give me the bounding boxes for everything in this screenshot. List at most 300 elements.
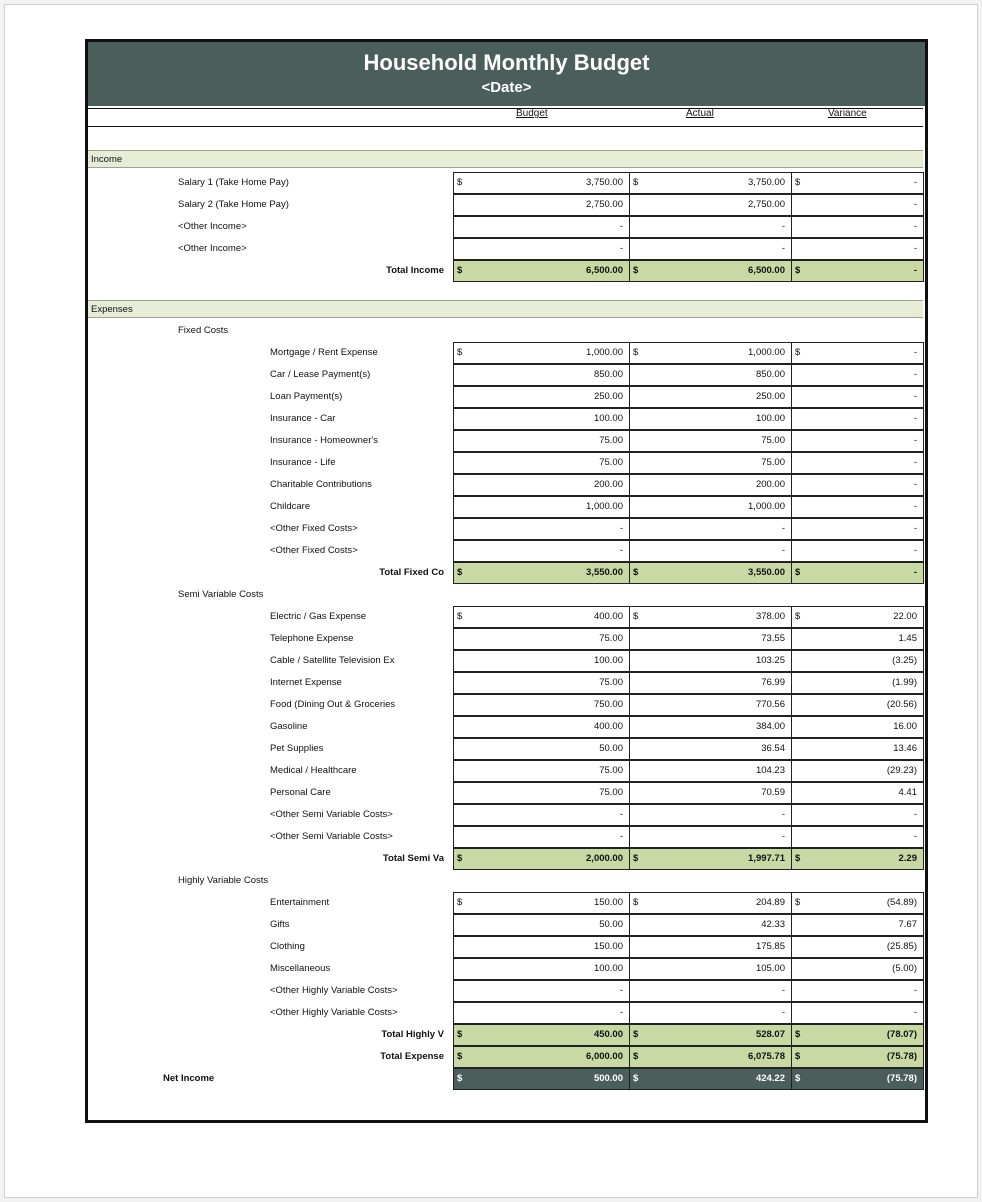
cell-variance xyxy=(791,892,924,914)
value-actual: 3,750.00 xyxy=(748,177,785,188)
sheet-date: <Date> xyxy=(481,79,532,96)
section-income: Income xyxy=(88,150,923,168)
cell-budget xyxy=(453,540,630,562)
cell-variance xyxy=(791,1046,924,1068)
row-label: Clothing xyxy=(270,941,305,952)
row-label: Electric / Gas Expense xyxy=(270,611,367,622)
value-variance: 7.67 xyxy=(898,919,917,930)
cell-budget xyxy=(453,216,630,238)
value-variance: - xyxy=(913,199,917,210)
row-label: <Other Income> xyxy=(178,243,247,254)
value-budget: 50.00 xyxy=(599,743,623,754)
cell-variance xyxy=(791,826,924,848)
value-actual: 42.33 xyxy=(761,919,785,930)
cell-budget xyxy=(453,980,630,1002)
page-frame xyxy=(4,4,978,1198)
value-variance: (25.85) xyxy=(886,941,917,952)
value-actual: 36.54 xyxy=(761,743,785,754)
currency-symbol: $ xyxy=(633,897,639,908)
cell-budget xyxy=(453,628,630,650)
cell-variance xyxy=(791,386,924,408)
cell-actual xyxy=(629,194,792,216)
value-variance: (3.25) xyxy=(892,655,917,666)
value-budget: 1,000.00 xyxy=(586,347,623,358)
cell-variance xyxy=(791,628,924,650)
value-actual: 1,997.71 xyxy=(748,853,785,864)
currency-symbol: $ xyxy=(633,567,639,578)
value-budget: 6,500.00 xyxy=(586,265,623,276)
row-label: Salary 1 (Take Home Pay) xyxy=(178,177,289,188)
currency-symbol: $ xyxy=(633,853,639,864)
cell-budget xyxy=(453,672,630,694)
cell-budget xyxy=(453,892,630,914)
value-budget: 75.00 xyxy=(599,765,623,776)
value-actual: 850.00 xyxy=(755,369,785,380)
value-actual: - xyxy=(781,221,785,232)
value-actual: - xyxy=(781,1007,785,1018)
value-budget: 2,750.00 xyxy=(586,199,623,210)
cell-actual xyxy=(629,540,792,562)
cell-variance xyxy=(791,650,924,672)
cell-budget xyxy=(453,694,630,716)
cell-variance xyxy=(791,172,924,194)
cell-budget xyxy=(453,194,630,216)
value-variance: - xyxy=(913,265,917,276)
value-variance: - xyxy=(913,369,917,380)
row-label: Food (Dining Out & Groceries xyxy=(270,699,396,710)
cell-budget xyxy=(453,826,630,848)
row-label: Insurance - Life xyxy=(270,457,336,468)
cell-actual xyxy=(629,826,792,848)
cell-variance xyxy=(791,216,924,238)
cell-budget xyxy=(453,260,630,282)
cell-actual xyxy=(629,452,792,474)
cell-actual xyxy=(629,430,792,452)
currency-symbol: $ xyxy=(457,611,463,622)
row-label: Internet Expense xyxy=(270,677,342,688)
cell-budget xyxy=(453,496,630,518)
value-budget: 3,550.00 xyxy=(586,567,623,578)
value-actual: 75.00 xyxy=(761,457,785,468)
cell-budget xyxy=(453,474,630,496)
row-label: Entertainment xyxy=(270,897,330,908)
total-highly-row-label: Total Highly V xyxy=(381,1029,444,1040)
value-budget: 75.00 xyxy=(599,677,623,688)
value-variance: 1.45 xyxy=(898,633,917,644)
row-label: Gasoline xyxy=(270,721,308,732)
value-variance: - xyxy=(913,413,917,424)
row-label: <Other Semi Variable Costs> xyxy=(270,809,393,820)
value-variance: (78.07) xyxy=(886,1029,917,1040)
cell-budget xyxy=(453,738,630,760)
value-budget: - xyxy=(619,243,623,254)
cell-actual xyxy=(629,716,792,738)
row-label: <Other Income> xyxy=(178,221,247,232)
cell-variance xyxy=(791,540,924,562)
row-label: Cable / Satellite Television Ex xyxy=(270,655,395,666)
value-budget: - xyxy=(619,221,623,232)
value-budget: 6,000.00 xyxy=(586,1051,623,1062)
currency-symbol: $ xyxy=(633,611,639,622)
cell-variance xyxy=(791,848,924,870)
value-actual: 6,075.78 xyxy=(748,1051,785,1062)
value-actual: 104.23 xyxy=(755,765,785,776)
currency-symbol: $ xyxy=(633,1051,639,1062)
value-actual: 204.89 xyxy=(755,897,785,908)
cell-actual xyxy=(629,848,792,870)
value-variance: - xyxy=(913,985,917,996)
value-variance: (29.23) xyxy=(886,765,917,776)
value-actual: 73.55 xyxy=(761,633,785,644)
cell-variance xyxy=(791,1002,924,1024)
value-variance: - xyxy=(913,479,917,490)
cell-budget xyxy=(453,342,630,364)
value-budget: 75.00 xyxy=(599,633,623,644)
row-label: Car / Lease Payment(s) xyxy=(270,369,371,380)
cell-actual xyxy=(629,936,792,958)
row-label: Miscellaneous xyxy=(270,963,331,974)
value-variance: 16.00 xyxy=(893,721,917,732)
value-variance: - xyxy=(913,1007,917,1018)
value-budget: 2,000.00 xyxy=(586,853,623,864)
cell-actual xyxy=(629,474,792,496)
row-label: Pet Supplies xyxy=(270,743,324,754)
value-actual: 75.00 xyxy=(761,435,785,446)
value-budget: 250.00 xyxy=(593,391,623,402)
cell-actual xyxy=(629,496,792,518)
currency-symbol: $ xyxy=(457,177,463,188)
sheet-title: Household Monthly Budget xyxy=(363,50,650,75)
cell-budget xyxy=(453,782,630,804)
cell-variance xyxy=(791,430,924,452)
cell-variance xyxy=(791,342,924,364)
row-label: Childcare xyxy=(270,501,311,512)
cell-actual xyxy=(629,980,792,1002)
cell-budget xyxy=(453,1024,630,1046)
cell-actual xyxy=(629,238,792,260)
cell-budget xyxy=(453,238,630,260)
currency-symbol: $ xyxy=(457,853,463,864)
section-expenses: Expenses xyxy=(88,300,923,318)
value-budget: 75.00 xyxy=(599,435,623,446)
value-variance: 2.29 xyxy=(898,853,917,864)
value-budget: 3,750.00 xyxy=(586,177,623,188)
cell-variance xyxy=(791,408,924,430)
currency-symbol: $ xyxy=(633,347,639,358)
total-expenses-row-label: Total Expense xyxy=(380,1051,444,1062)
cell-actual xyxy=(629,760,792,782)
cell-actual xyxy=(629,1068,792,1090)
value-variance: - xyxy=(913,221,917,232)
row-label: <Other Fixed Costs> xyxy=(270,545,358,556)
value-budget: 400.00 xyxy=(593,611,623,622)
divider xyxy=(88,108,923,109)
cell-budget xyxy=(453,452,630,474)
row-label: Charitable Contributions xyxy=(270,479,372,490)
currency-symbol: $ xyxy=(457,265,463,276)
cell-actual xyxy=(629,1002,792,1024)
value-actual: 770.56 xyxy=(755,699,785,710)
value-variance: 22.00 xyxy=(893,611,917,622)
cell-budget xyxy=(453,716,630,738)
cell-actual xyxy=(629,408,792,430)
value-budget: 75.00 xyxy=(599,457,623,468)
cell-budget xyxy=(453,408,630,430)
currency-symbol: $ xyxy=(795,567,801,578)
value-budget: 150.00 xyxy=(593,941,623,952)
cell-variance xyxy=(791,738,924,760)
cell-variance xyxy=(791,496,924,518)
value-variance: - xyxy=(913,831,917,842)
col-header-variance: Variance xyxy=(828,108,867,119)
currency-symbol: $ xyxy=(795,1029,801,1040)
currency-symbol: $ xyxy=(457,1051,463,1062)
cell-variance xyxy=(791,672,924,694)
currency-symbol: $ xyxy=(795,1073,801,1084)
row-label: Personal Care xyxy=(270,787,331,798)
value-actual: 100.00 xyxy=(755,413,785,424)
cell-actual xyxy=(629,364,792,386)
cell-actual xyxy=(629,606,792,628)
title-banner xyxy=(88,42,925,106)
cell-actual xyxy=(629,260,792,282)
value-variance: - xyxy=(913,545,917,556)
currency-symbol: $ xyxy=(795,897,801,908)
value-budget: - xyxy=(619,545,623,556)
value-variance: (1.99) xyxy=(892,677,917,688)
cell-variance xyxy=(791,364,924,386)
cell-budget xyxy=(453,804,630,826)
cell-budget xyxy=(453,1046,630,1068)
value-variance: - xyxy=(913,243,917,254)
row-label: Telephone Expense xyxy=(270,633,354,644)
value-budget: - xyxy=(619,1007,623,1018)
cell-budget xyxy=(453,606,630,628)
currency-symbol: $ xyxy=(457,897,463,908)
currency-symbol: $ xyxy=(795,177,801,188)
value-actual: - xyxy=(781,985,785,996)
value-variance: 13.46 xyxy=(893,743,917,754)
currency-symbol: $ xyxy=(633,1029,639,1040)
total-income-row-label: Total Income xyxy=(386,265,444,276)
value-actual: 70.59 xyxy=(761,787,785,798)
value-variance: - xyxy=(913,391,917,402)
currency-symbol: $ xyxy=(457,347,463,358)
value-budget: - xyxy=(619,809,623,820)
cell-variance xyxy=(791,452,924,474)
currency-symbol: $ xyxy=(457,567,463,578)
cell-budget xyxy=(453,364,630,386)
cell-variance xyxy=(791,562,924,584)
currency-symbol: $ xyxy=(457,1073,463,1084)
cell-budget xyxy=(453,518,630,540)
col-header-actual: Actual xyxy=(686,108,714,119)
cell-actual xyxy=(629,672,792,694)
cell-variance xyxy=(791,914,924,936)
currency-symbol: $ xyxy=(633,265,639,276)
cell-budget xyxy=(453,936,630,958)
value-actual: - xyxy=(781,545,785,556)
cell-budget xyxy=(453,848,630,870)
row-label: Salary 2 (Take Home Pay) xyxy=(178,199,289,210)
value-variance: - xyxy=(913,567,917,578)
row-label: Insurance - Car xyxy=(270,413,336,424)
value-actual: 6,500.00 xyxy=(748,265,785,276)
cell-variance xyxy=(791,694,924,716)
cell-actual xyxy=(629,342,792,364)
budget-sheet xyxy=(85,39,928,1123)
value-actual: 1,000.00 xyxy=(748,501,785,512)
total-fixed-row-label: Total Fixed Co xyxy=(379,567,444,578)
value-variance: 4.41 xyxy=(898,787,917,798)
cell-actual xyxy=(629,958,792,980)
cell-variance xyxy=(791,606,924,628)
cell-actual xyxy=(629,386,792,408)
value-variance: - xyxy=(913,809,917,820)
cell-actual xyxy=(629,804,792,826)
row-label: Loan Payment(s) xyxy=(270,391,343,402)
cell-variance xyxy=(791,936,924,958)
cell-variance xyxy=(791,1024,924,1046)
value-actual: 175.85 xyxy=(755,941,785,952)
value-variance: (75.78) xyxy=(886,1073,917,1084)
currency-symbol: $ xyxy=(795,1051,801,1062)
cell-budget xyxy=(453,958,630,980)
value-actual: 76.99 xyxy=(761,677,785,688)
cell-budget xyxy=(453,1002,630,1024)
value-budget: 100.00 xyxy=(593,413,623,424)
cell-variance xyxy=(791,716,924,738)
highly-variable-heading: Highly Variable Costs xyxy=(178,875,269,886)
value-budget: 750.00 xyxy=(593,699,623,710)
value-actual: 424.22 xyxy=(755,1073,785,1084)
value-budget: 450.00 xyxy=(593,1029,623,1040)
row-label: <Other Highly Variable Costs> xyxy=(270,985,398,996)
cell-budget xyxy=(453,430,630,452)
cell-budget xyxy=(453,386,630,408)
value-budget: 150.00 xyxy=(593,897,623,908)
row-label: Insurance - Homeowner's xyxy=(270,435,378,446)
value-budget: 1,000.00 xyxy=(586,501,623,512)
cell-budget xyxy=(453,760,630,782)
value-actual: - xyxy=(781,523,785,534)
value-variance: (54.89) xyxy=(886,897,917,908)
currency-symbol: $ xyxy=(633,1073,639,1084)
cell-budget xyxy=(453,650,630,672)
value-budget: - xyxy=(619,523,623,534)
cell-actual xyxy=(629,1024,792,1046)
value-variance: - xyxy=(913,347,917,358)
value-variance: - xyxy=(913,177,917,188)
currency-symbol: $ xyxy=(795,611,801,622)
cell-actual xyxy=(629,562,792,584)
row-label: Mortgage / Rent Expense xyxy=(270,347,378,358)
value-variance: (20.56) xyxy=(886,699,917,710)
cell-actual xyxy=(629,518,792,540)
currency-symbol: $ xyxy=(795,347,801,358)
value-actual: 3,550.00 xyxy=(748,567,785,578)
value-budget: 100.00 xyxy=(593,655,623,666)
value-actual: - xyxy=(781,809,785,820)
cell-variance xyxy=(791,782,924,804)
cell-variance xyxy=(791,980,924,1002)
value-budget: 100.00 xyxy=(593,963,623,974)
cell-budget xyxy=(453,914,630,936)
cell-actual xyxy=(629,738,792,760)
currency-symbol: $ xyxy=(457,1029,463,1040)
value-budget: 850.00 xyxy=(593,369,623,380)
row-label: <Other Semi Variable Costs> xyxy=(270,831,393,842)
currency-symbol: $ xyxy=(633,177,639,188)
value-actual: 105.00 xyxy=(755,963,785,974)
fixed-costs-heading: Fixed Costs xyxy=(178,325,229,336)
cell-budget xyxy=(453,172,630,194)
cell-variance xyxy=(791,260,924,282)
cell-actual xyxy=(629,628,792,650)
row-label: Medical / Healthcare xyxy=(270,765,357,776)
value-budget: 75.00 xyxy=(599,787,623,798)
cell-variance xyxy=(791,194,924,216)
semi-variable-heading: Semi Variable Costs xyxy=(178,589,264,600)
row-label: <Other Highly Variable Costs> xyxy=(270,1007,398,1018)
value-actual: 1,000.00 xyxy=(748,347,785,358)
cell-variance xyxy=(791,474,924,496)
total-semi-row-label: Total Semi Va xyxy=(382,853,444,864)
col-header-budget: Budget xyxy=(516,108,548,119)
cell-variance xyxy=(791,518,924,540)
cell-actual xyxy=(629,1046,792,1068)
cell-actual xyxy=(629,892,792,914)
cell-actual xyxy=(629,650,792,672)
value-budget: - xyxy=(619,831,623,842)
value-actual: 384.00 xyxy=(755,721,785,732)
value-budget: 400.00 xyxy=(593,721,623,732)
cell-variance xyxy=(791,1068,924,1090)
net-income-row-label: Net Income xyxy=(163,1073,215,1084)
value-budget: 50.00 xyxy=(599,919,623,930)
value-variance: (75.78) xyxy=(886,1051,917,1062)
cell-actual xyxy=(629,914,792,936)
value-actual: - xyxy=(781,831,785,842)
cell-actual xyxy=(629,694,792,716)
value-actual: 200.00 xyxy=(755,479,785,490)
cell-actual xyxy=(629,216,792,238)
currency-symbol: $ xyxy=(795,853,801,864)
cell-budget xyxy=(453,562,630,584)
value-actual: 378.00 xyxy=(755,611,785,622)
value-actual: 250.00 xyxy=(755,391,785,402)
value-actual: 528.07 xyxy=(755,1029,785,1040)
cell-actual xyxy=(629,782,792,804)
cell-actual xyxy=(629,172,792,194)
row-label: <Other Fixed Costs> xyxy=(270,523,358,534)
value-variance: - xyxy=(913,523,917,534)
row-label: Gifts xyxy=(270,919,290,930)
value-variance: - xyxy=(913,457,917,468)
value-actual: 103.25 xyxy=(755,655,785,666)
value-variance: - xyxy=(913,435,917,446)
value-budget: - xyxy=(619,985,623,996)
value-variance: - xyxy=(913,501,917,512)
value-budget: 500.00 xyxy=(593,1073,623,1084)
value-actual: 2,750.00 xyxy=(748,199,785,210)
cell-variance xyxy=(791,760,924,782)
currency-symbol: $ xyxy=(795,265,801,276)
value-actual: - xyxy=(781,243,785,254)
value-variance: (5.00) xyxy=(892,963,917,974)
cell-budget xyxy=(453,1068,630,1090)
value-budget: 200.00 xyxy=(593,479,623,490)
